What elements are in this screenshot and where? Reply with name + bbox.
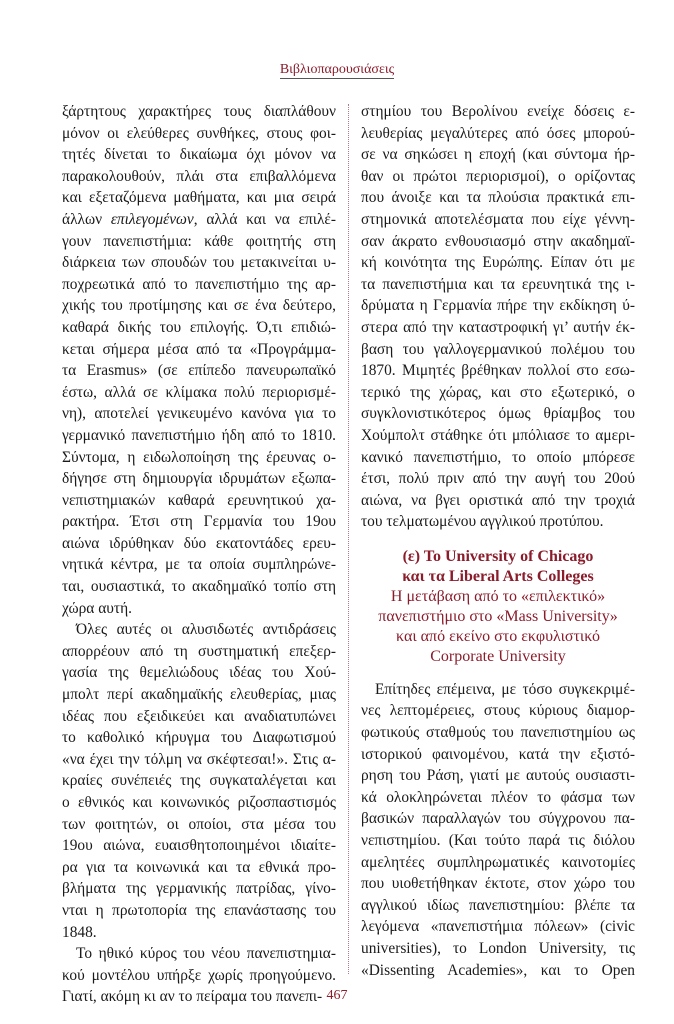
text-line: 1848. (62, 923, 97, 941)
text-line: άλλων επιλεγομένων, αλλά και να επιλέ- (62, 210, 336, 228)
text-line: τα Erasmus» (σε επίπεδο πανευρωπαϊκό (62, 362, 336, 380)
text-line: αιώνα, να βγει οριστικά από την τροχιά (361, 491, 635, 509)
text-line: του τελματωμένου αγγλικού προτύπου. (361, 513, 604, 531)
text-line: ξάρτητους χαρακτήρες τους διαπλάθουν (62, 103, 336, 120)
section-title-line-2: και τα Liberal Arts Colleges (402, 567, 594, 585)
text-line: μπολτ περί ακαδημαϊκής ελευθερίας, μιας (62, 686, 336, 704)
text-line: που υιοθετήθηκαν έκτοτε, στον χώρο του (361, 875, 635, 893)
text-line: Επίτηδες επέμεινα, με τόσο συγκεκριμέ- (375, 680, 635, 698)
text-line: στημίου του Βερολίνου ενείχε δόσεις ε- (361, 103, 635, 120)
text-line: Χούμπολτ στάθηκε ότι μπόλιασε το αμερι- (361, 426, 635, 444)
text-line: διάρκεια των σπουδών του μετακινείται υ- (62, 254, 336, 272)
section-subtitle-line-1: Η μετάβαση από το «επιλεκτικό» (390, 587, 606, 605)
section-subtitle-line-4: Corporate University (430, 647, 566, 665)
text-line: κραίες συνέπειές της συγκαταλέγεται και (62, 772, 336, 790)
emphasized-term: επιλεγομένων (110, 210, 194, 228)
text-line: γερμανικό πανεπιστήμιο ήδη από το 1810. (62, 426, 336, 444)
text-line: universities), το London University, τις (361, 940, 635, 957)
text-line: ρα για τα κοινωνικά και τα εθνικά προ- (62, 858, 336, 876)
text-line: σαν άκρατο ενθουσιασμό στην ακαδημαϊ- (361, 232, 635, 250)
text-line: «να έχει την τόλμη να σκέφτεσαι!». Στις α- (62, 750, 336, 768)
text-line: των φοιτητών, οι οποίοι, στα μέσα του (62, 815, 336, 833)
text-line: τα πανεπιστήμια και τα ερευνητικά της ι- (361, 275, 635, 293)
text-line: ρηση του Ράση, γιατί με αυτούς ουσιαστι- (361, 767, 635, 785)
text-line: κού μοντέλου υπήρξε χωρίς προηγούμενο. (62, 966, 336, 984)
text-line: αμελητέες συμπληρωματικές καινοτομίες (361, 853, 635, 871)
text-line: 1870. Μιμητές βρέθηκαν πολλοί στο εσω- (361, 362, 635, 380)
text-line: θαν οι πρώτοι περιορισμοί), ο ορίζοντας (361, 167, 635, 185)
text-line: χώρα αυτή. (62, 599, 132, 617)
text-line: το καθολικό κήρυγμα του Διαφωτισμού (62, 729, 336, 747)
text-line: αγγλικού ιδίως πανεπιστημίου: βλέπε τα (361, 896, 635, 914)
text-line: 19ου αιώνα, ευαισθητοποιημένοι ιδιαίτε- (62, 837, 336, 855)
text-line: έτσι, πολύ πριν από την αυγή του 20ού (361, 470, 635, 488)
text-line: συγκλονιστικότερος όμως θρίαμβος του (361, 405, 635, 423)
text-line: γουν πανεπιστήμια: κάθε φοιτητής στη (62, 232, 336, 250)
text-line: τητές δίνεται το δικαίωμα όχι μόνον να (62, 146, 336, 164)
text-line: βλήματα της γερμανικής πατρίδας, γίνο- (62, 880, 336, 898)
text-line: στερα από την καταστροφική γι’ αυτήν έκ- (361, 318, 635, 336)
text-line: σε να σηκώσει η εποχή (και σύντομα ήρ- (361, 146, 635, 164)
text-line: νη), αποτελεί γενικευμένο κανόνα για το (62, 405, 336, 423)
text-line: νεπιστημίου. (Και τούτο παρά τις διόλου (361, 832, 635, 850)
right-column (361, 101, 635, 981)
text-line: «Dissenting Academies», και το Open (361, 961, 635, 979)
text-line: στημονικά αποτελέσματα που είχε γέννη- (361, 210, 635, 228)
text-line: ιστορικού φαινομένου, κατά την εξιστό- (361, 745, 635, 763)
text-line: και εξεταζόμενα μαθήματα, και μια σειρά (62, 189, 336, 207)
page-number: 467 (326, 988, 348, 1003)
text-line: τερικό της χώρας, και στο εξωτερικό, ο (361, 383, 635, 401)
text-line: νεπιστημιακών καθαρά ερευνητικού χα- (62, 491, 336, 509)
text-line: ρακτήρα. Έτσι στη Γερμανία του 19ου (62, 513, 336, 531)
running-title: Βιβλιοπαρουσιάσεις (279, 62, 395, 77)
text-line: νται η πρωτοπορία της επανάστασης του (62, 901, 336, 919)
text-line: μόνον οι ελεύθερες συνθήκες, στους φοι- (62, 124, 336, 142)
text-line: λευθερίας μεγαλύτερες από όσες μπορού- (361, 124, 635, 142)
text-line: νες λεπτομέρειες, στους κύριους διαμορ- (361, 702, 635, 720)
right-column-text-after (361, 679, 635, 981)
text-line: παρακολουθούν, πλάι στα επιβαλλόμενα (62, 167, 336, 185)
text-line: λεγόμενα «πανεπιστήμια πόλεων» (civic (361, 918, 635, 936)
text-line: δρύματα η Γερμανία πήρε την εκδίκηση ύ- (361, 297, 635, 315)
column-divider (348, 104, 349, 974)
text-line: καθαρά δικής του επιλογής. Ό,τι επιδιώ- (62, 318, 336, 336)
text-line: κή κοινότητα της Ευρώπης. Είπαν ότι με (361, 254, 635, 272)
text-line: κανικό πανεπιστήμιο, το οποίο μπόρεσε (361, 448, 635, 466)
text-line: δήγησε στη δημιουργία ιδρυμάτων εξωπα- (62, 470, 336, 488)
text-line: κεται σήμερα μέσα από τα «Προγράμμα- (62, 340, 336, 358)
left-column (62, 101, 336, 1008)
text-line: χικής του προτίμησης και σε ένα δεύτερο, (62, 297, 336, 315)
text-line: νητικά κέντρα, με τα οποία συμπληρώνε- (62, 556, 336, 574)
text-line: φωτικούς σταθμούς του πανεπιστημίου ως (361, 724, 635, 742)
text-line: ο εθνικός και κοινωνικός ριζοσπαστισμός (62, 794, 336, 811)
text-line: που άνοιξε και τα πλούσια πρακτικά επι- (361, 189, 635, 207)
section-subtitle-line-3: και από εκείνο στο εκφυλιστικό (396, 627, 600, 645)
text-line: Όλες αυτές οι αλυσιδωτές αντιδράσεις (76, 621, 336, 639)
text-line: γασία της θεμελιώδους ιδέας του Χού- (62, 664, 336, 682)
section-title-line-1: (ε) Το University of Chicago (402, 547, 594, 565)
text-line: Το ηθικό κύρος του νέου πανεπιστημια- (76, 945, 336, 963)
running-header (0, 62, 674, 78)
text-line: απορρέουν από τη συστηματική επεξερ- (62, 642, 336, 660)
text-line: ται, ουσιαστικά, το ακαδημαϊκό τοπίο στη (62, 578, 336, 596)
right-column-text-before (361, 101, 635, 533)
text-line: βασικών παραλλαγών του σύγχρονου πα- (361, 810, 635, 828)
text-line: βαση του γαλλογερμανικού πολέμου του (361, 340, 635, 358)
section-subtitle-line-2: πανεπιστήμιο στο «Mass University» (378, 607, 618, 625)
text-line: Γιατί, ακόμη κι αν το πείραμα του πανεπι- (62, 988, 323, 1006)
text-line: έστω, αλλά σε κλίμακα πολύ περιορισμέ- (62, 383, 336, 401)
text-line: Σύντομα, η ειδωλοποίηση της έρευνας ο- (62, 448, 336, 466)
text-line: κά ολοκληρώνεται πλέον το φάσμα των (361, 788, 635, 806)
text-line: αιώνα ιδρύθηκαν δύο εκατοντάδες ερευ- (62, 534, 336, 552)
text-line: ιδέας που εξειδικεύει και αναδιατυπώνει (62, 707, 336, 725)
text-line: ποχρεωτικά από το πανεπιστήμιο της αρ- (62, 275, 336, 293)
section-heading (361, 547, 635, 667)
